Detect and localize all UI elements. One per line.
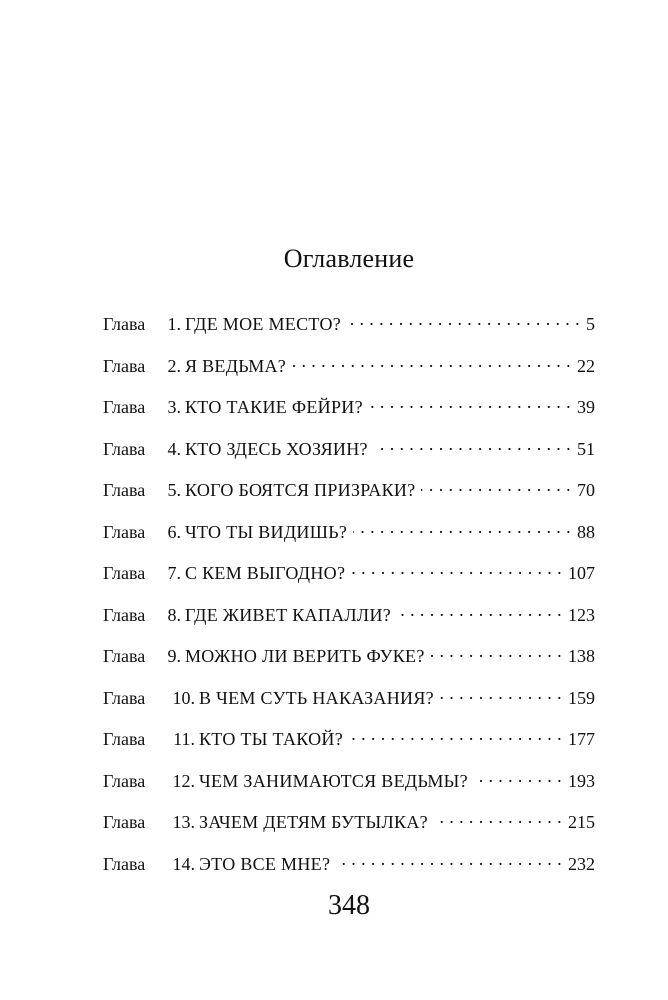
chapter-number: 7. <box>167 563 181 583</box>
dot-leader <box>474 769 562 787</box>
chapter-word: Глава <box>103 355 146 376</box>
toc-entry <box>103 433 595 475</box>
chapter-word: Глава <box>103 438 146 459</box>
dot-leader <box>351 561 562 579</box>
dot-leader <box>397 603 562 621</box>
chapter-title: КТО ТЫ ТАКОЙ? <box>199 729 343 749</box>
chapter-number: 5. <box>167 480 181 500</box>
chapter-title: КТО ТАКИЕ ФЕЙРИ? <box>185 397 363 417</box>
chapter-title: МОЖНО ЛИ ВЕРИТЬ ФУКЕ? <box>185 646 425 666</box>
chapter-page-number: 159 <box>568 687 595 708</box>
toc-entry <box>103 723 595 765</box>
toc-entry <box>103 516 595 558</box>
chapter-page-number: 88 <box>577 521 595 542</box>
chapter-word: Глава <box>103 480 146 500</box>
toc-entry <box>103 640 595 682</box>
chapter-number: 2. <box>167 355 181 376</box>
toc-list <box>103 308 595 889</box>
chapter-title: Я ВЕДЬМА? <box>185 355 287 376</box>
chapter-title: С КЕМ ВЫГОДНО? <box>185 563 346 583</box>
dot-leader <box>431 644 562 662</box>
dot-leader <box>369 395 571 413</box>
chapter-title: ЧТО ТЫ ВИДИШЬ? <box>185 521 348 542</box>
dot-leader <box>374 437 571 455</box>
chapter-number: 13. <box>172 812 195 832</box>
toc-entry <box>103 474 595 516</box>
toc-entry <box>103 682 595 724</box>
chapter-page-number: 22 <box>577 355 595 376</box>
toc-entry <box>103 765 595 807</box>
chapter-page-number: 215 <box>568 812 595 832</box>
toc-title: Оглавление <box>283 244 415 273</box>
chapter-title: ЭТО ВСЕ МНЕ? <box>199 853 331 874</box>
dot-leader <box>434 810 562 828</box>
chapter-title: ЗАЧЕМ ДЕТЯМ БУТЫЛКА? <box>199 812 428 832</box>
chapter-number: 9. <box>167 646 181 666</box>
chapter-page-number: 232 <box>568 853 595 874</box>
chapter-page-number: 123 <box>568 604 595 625</box>
chapter-word: Глава <box>103 687 146 708</box>
chapter-word: Глава <box>103 646 146 666</box>
toc-entry <box>103 599 595 641</box>
dot-leader <box>440 686 562 704</box>
chapter-number: 12. <box>172 770 195 791</box>
dot-leader <box>421 478 571 496</box>
dot-leader <box>349 727 562 745</box>
chapter-title: ГДЕ ЖИВЕТ КАПАЛЛИ? <box>185 604 392 625</box>
chapter-page-number: 70 <box>577 480 595 500</box>
chapter-word: Глава <box>103 729 146 749</box>
chapter-number: 4. <box>167 438 181 459</box>
chapter-word: Глава <box>103 812 146 832</box>
chapter-title: В ЧЕМ СУТЬ НАКАЗАНИЯ? <box>199 687 434 708</box>
chapter-page-number: 138 <box>568 646 595 666</box>
chapter-title: КОГО БОЯТСЯ ПРИЗРАКИ? <box>185 480 416 500</box>
chapter-title: ЧЕМ ЗАНИМАЮТСЯ ВЕДЬМЫ? <box>199 770 468 791</box>
chapter-word: Глава <box>103 314 146 334</box>
toc-entry <box>103 308 595 350</box>
chapter-word: Глава <box>103 770 146 791</box>
chapter-number: 14. <box>172 853 195 874</box>
chapter-page-number: 107 <box>568 563 595 583</box>
chapter-word: Глава <box>103 397 146 417</box>
dot-leader <box>336 852 562 870</box>
page-number: 348 <box>328 890 370 921</box>
chapter-number: 8. <box>167 604 181 625</box>
dot-leader <box>292 354 571 372</box>
chapter-title: ГДЕ МОЕ МЕСТО? <box>185 314 342 334</box>
chapter-page-number: 39 <box>577 397 595 417</box>
chapter-word: Глава <box>103 521 146 542</box>
dot-leader <box>353 520 571 538</box>
dot-leader <box>347 312 580 330</box>
chapter-number: 11. <box>173 729 195 749</box>
toc-entry <box>103 557 595 599</box>
chapter-number: 6. <box>167 521 181 542</box>
chapter-word: Глава <box>103 563 146 583</box>
chapter-word: Глава <box>103 604 146 625</box>
toc-entry <box>103 391 595 433</box>
chapter-page-number: 193 <box>568 770 595 791</box>
chapter-page-number: 177 <box>568 729 595 749</box>
chapter-number: 10. <box>172 687 195 708</box>
toc-entry <box>103 806 595 848</box>
chapter-number: 1. <box>167 314 181 334</box>
toc-entry <box>103 848 595 890</box>
chapter-page-number: 51 <box>577 438 595 459</box>
chapter-number: 3. <box>167 397 181 417</box>
chapter-word: Глава <box>103 853 146 874</box>
toc-entry <box>103 350 595 392</box>
chapter-title: КТО ЗДЕСЬ ХОЗЯИН? <box>185 438 368 459</box>
chapter-page-number: 5 <box>586 314 595 334</box>
